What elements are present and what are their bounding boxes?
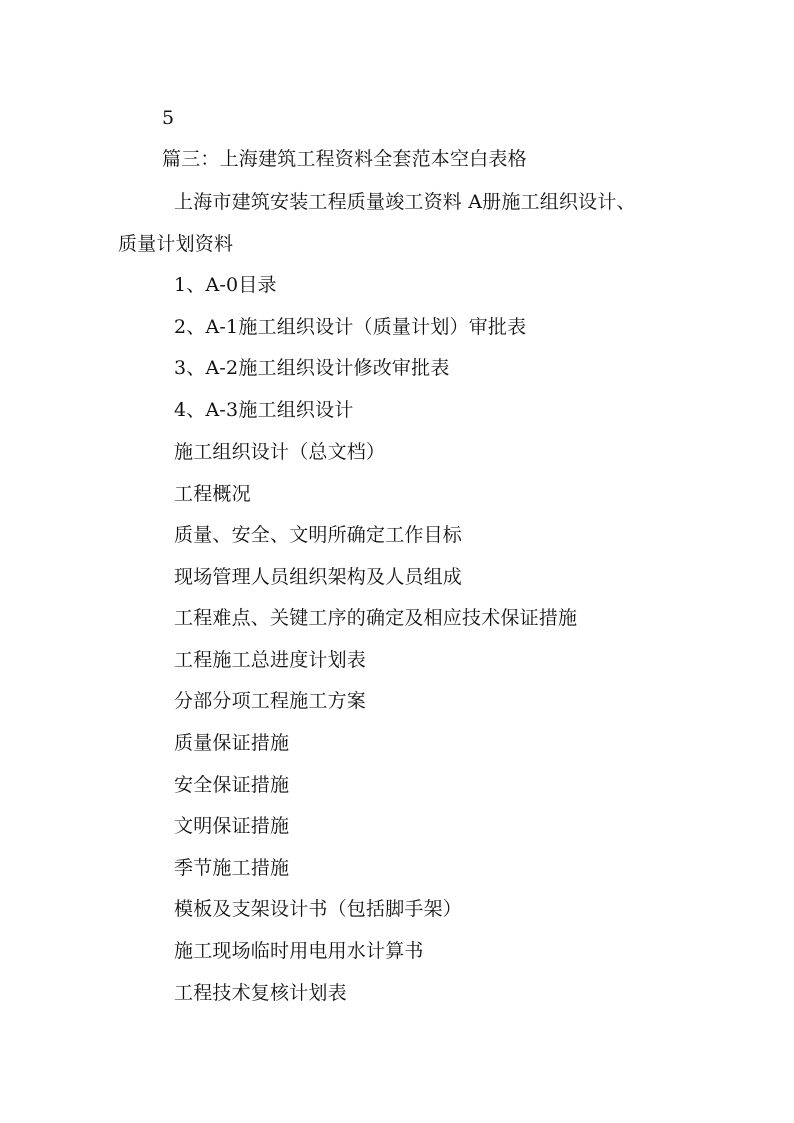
list-item: 质量、安全、文明所确定工作目标	[174, 524, 463, 546]
list-item: 施工组织设计（总文档）	[174, 441, 386, 463]
list-item: 3、A-2施工组织设计修改审批表	[174, 357, 450, 379]
list-item: 安全保证措施	[174, 774, 290, 796]
list-item: 分部分项工程施工方案	[174, 690, 367, 712]
list-item: 现场管理人员组织架构及人员组成	[174, 566, 463, 588]
list-item: 文明保证措施	[174, 815, 290, 837]
list-item: 1、A-0目录	[174, 274, 277, 296]
list-item: 季节施工措施	[174, 857, 290, 879]
page-number: 5	[162, 107, 175, 129]
list-item: 工程技术复核计划表	[174, 982, 347, 1004]
list-item: 工程概况	[174, 483, 251, 505]
intro-text: 上海市建筑安装工程质量竣工资料 A册施工组织设计、	[174, 191, 636, 213]
section-heading: 篇三：上海建筑工程资料全套范本空白表格	[162, 148, 527, 170]
list-item: 工程施工总进度计划表	[174, 649, 367, 671]
list-item: 工程难点、关键工序的确定及相应技术保证措施	[174, 607, 578, 629]
list-item: 2、A-1施工组织设计（质量计划）审批表	[174, 316, 527, 338]
list-item: 4、A-3施工组织设计	[174, 399, 354, 421]
list-item: 施工现场临时用电用水计算书	[174, 940, 424, 962]
intro-text-continued: 质量计划资料	[118, 233, 234, 255]
list-item: 模板及支架设计书（包括脚手架）	[174, 898, 463, 920]
list-item: 质量保证措施	[174, 732, 290, 754]
